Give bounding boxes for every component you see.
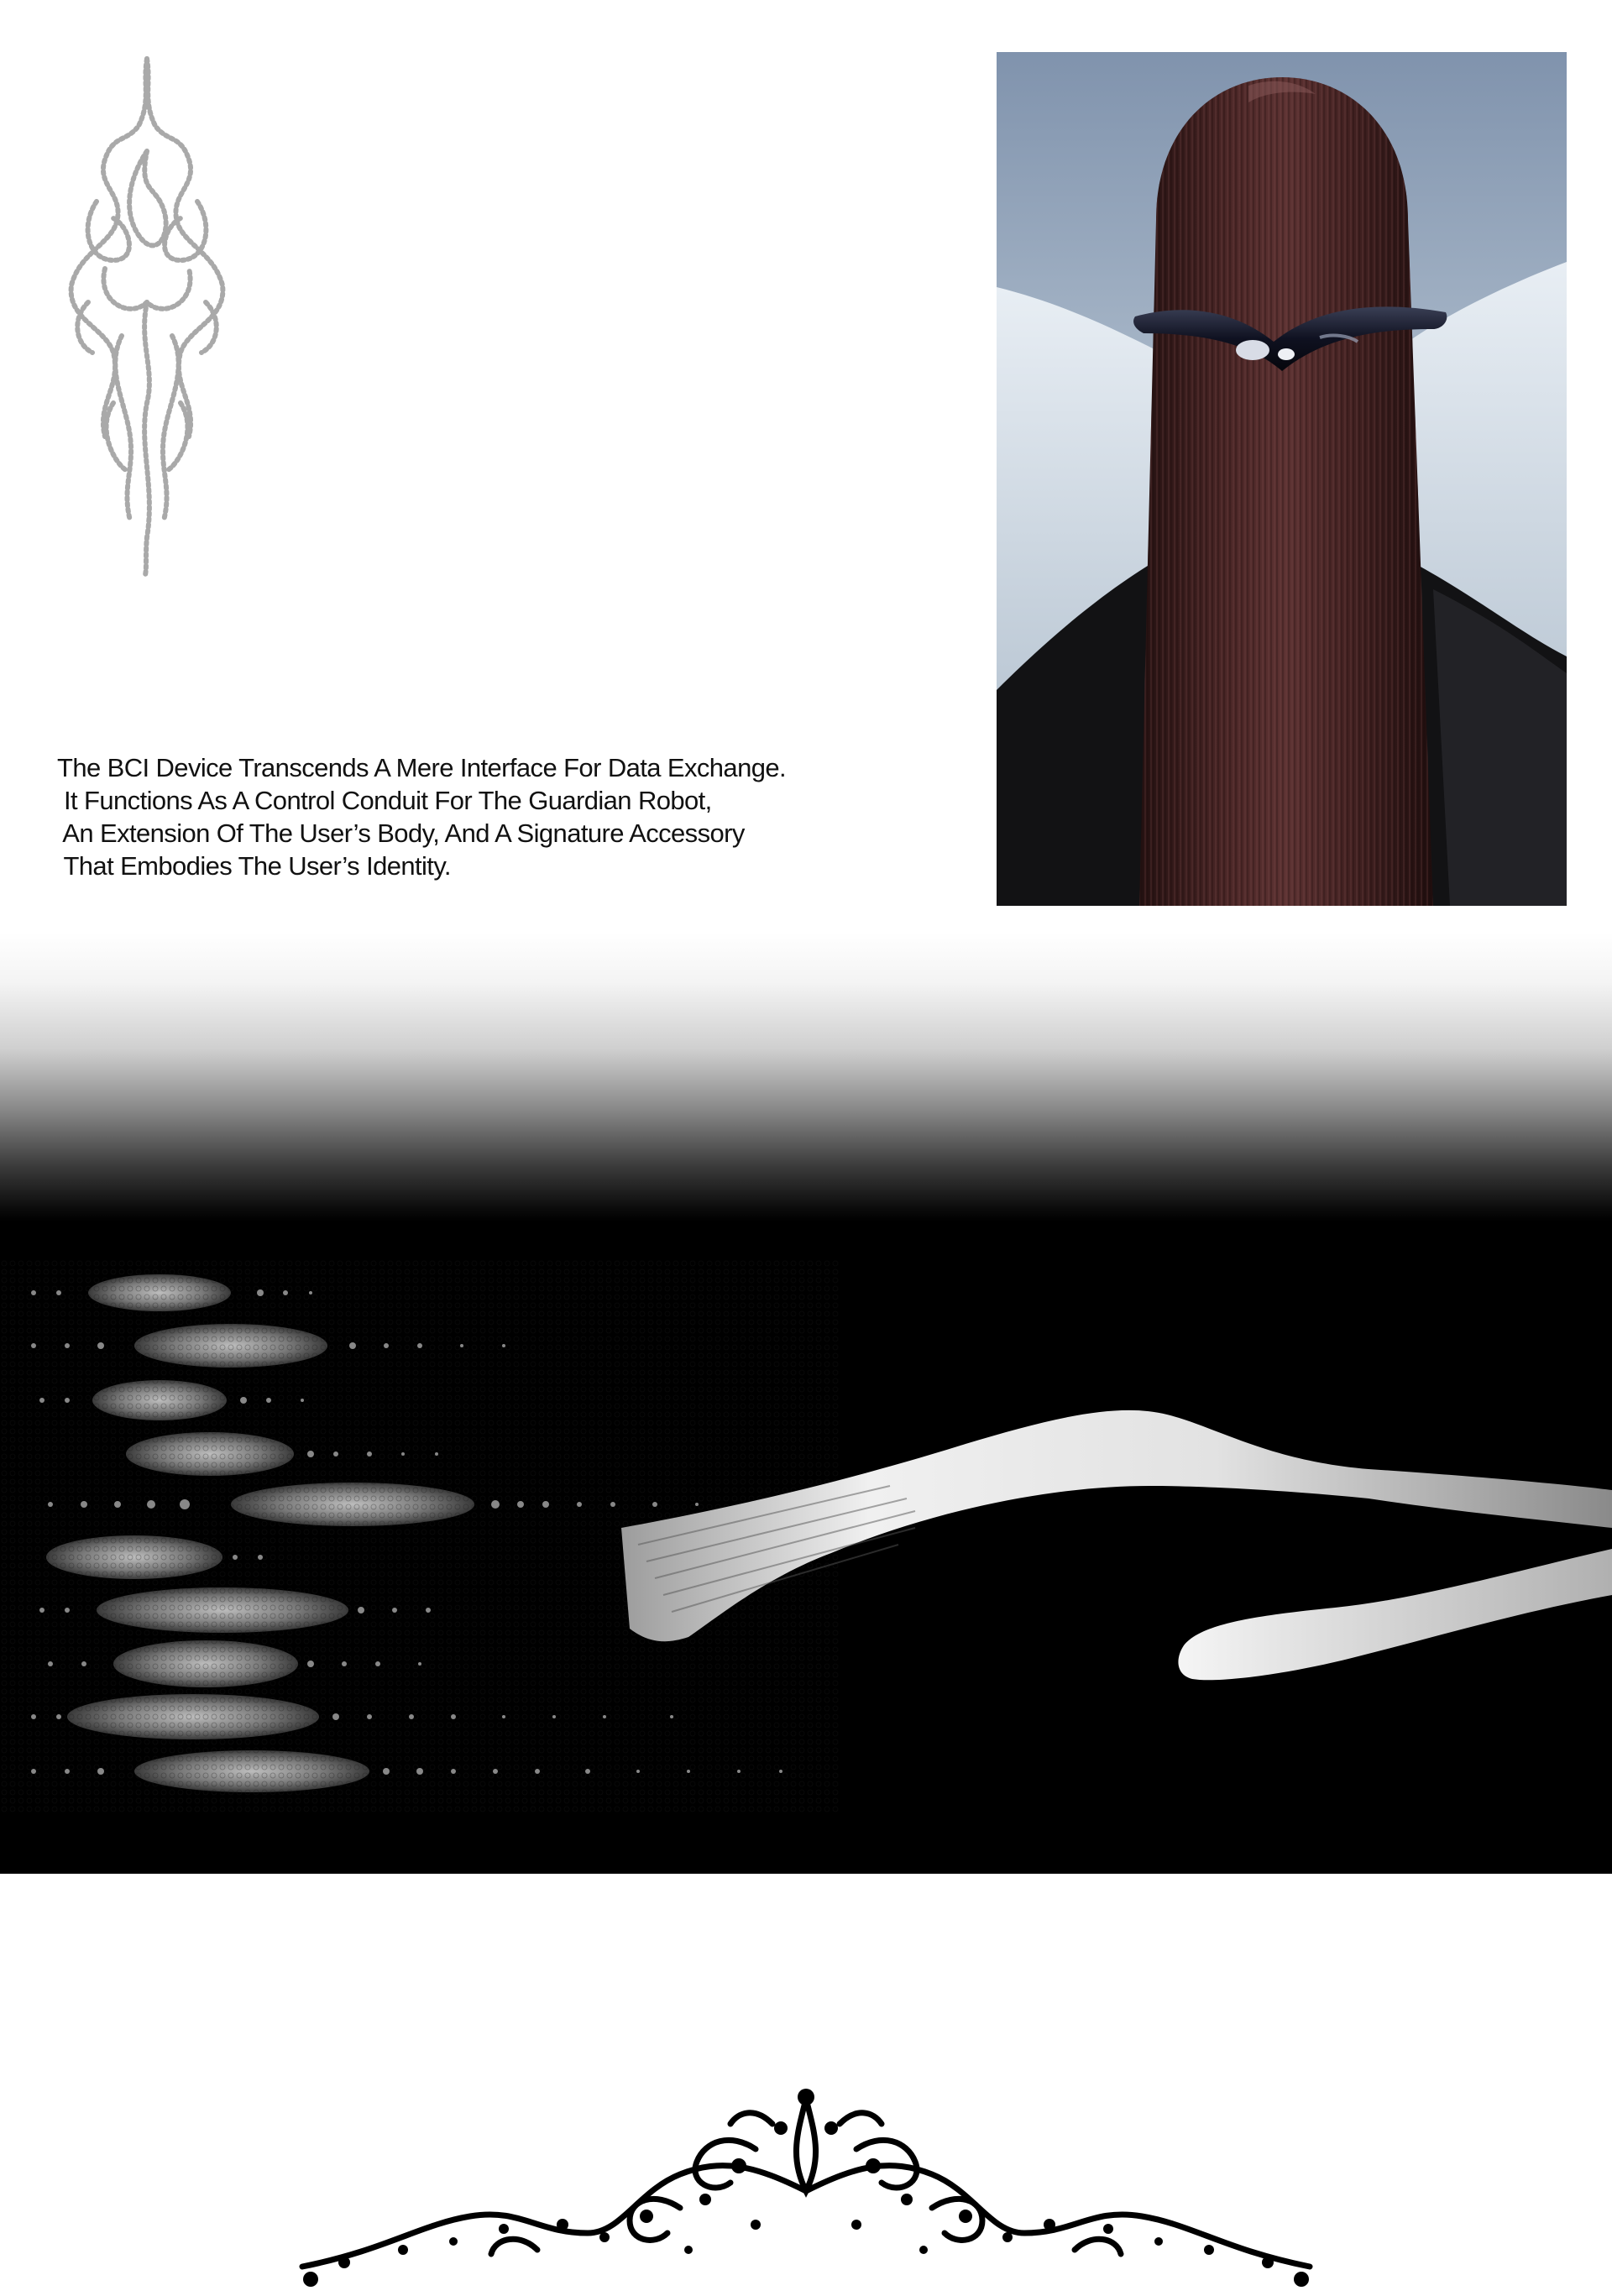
- filigree-ornament-icon: [46, 50, 248, 579]
- description-text: [57, 751, 947, 882]
- description-line-4: That Embodies The User’s Identity.: [57, 851, 451, 881]
- headband-photo: [997, 52, 1567, 906]
- baroque-scroll-ornament-icon: [285, 2082, 1327, 2292]
- flowing-band-image: [613, 1394, 1612, 1729]
- description-line-1: The BCI Device Transcends A Mere Interface For Data Exchange.: [57, 753, 787, 782]
- description-line-2: It Functions As A Control Conduit For The Guardian Robot,: [57, 786, 712, 815]
- description-line-3: An Extension Of The User’s Body, And A Signature Accessory: [57, 819, 745, 848]
